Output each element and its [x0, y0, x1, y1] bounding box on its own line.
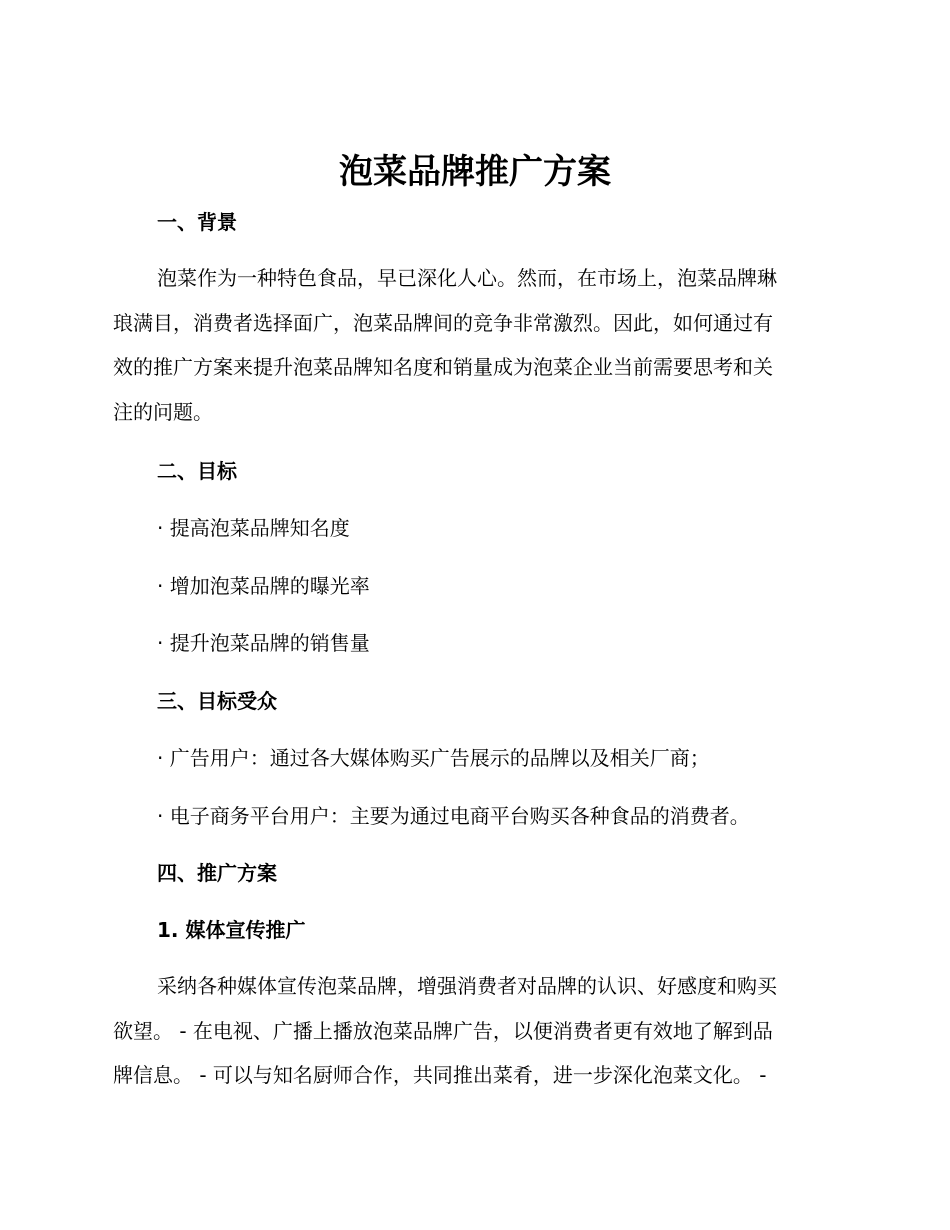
background-paragraph	[113, 256, 843, 434]
paragraph-line: 牌信息。 - 可以与知名厨师合作，共同推出菜肴，进一步深化泡菜文化。 -	[113, 1063, 767, 1088]
document-title: 泡菜品牌推广方案	[339, 152, 611, 192]
media-paragraph	[113, 964, 843, 1098]
section-heading-background: 一、背景	[157, 210, 237, 234]
paragraph-line: 注的问题。	[113, 399, 213, 424]
section-heading-audience: 三、目标受众	[157, 689, 277, 713]
paragraph-line: 琅满目，消费者选择面广，泡菜品牌间的竞争非常激烈。因此，如何通过有	[113, 310, 773, 335]
paragraph-line: 泡菜作为一种特色食品，早已深化人心。然而，在市场上，泡菜品牌琳	[157, 266, 777, 290]
paragraph-line: 采纳各种媒体宣传泡菜品牌，增强消费者对品牌的认识、好感度和购买	[157, 974, 777, 998]
paragraph-line: 欲望。 - 在电视、广播上播放泡菜品牌广告，以便消费者更有效地了解到品	[113, 1018, 773, 1043]
section-heading-goals: 二、目标	[157, 459, 237, 483]
section-heading-plan: 四、推广方案	[157, 861, 277, 885]
paragraph-line: 效的推广方案来提升泡菜品牌知名度和销量成为泡菜企业当前需要思考和关	[113, 355, 773, 380]
audience-item: · 电子商务平台用户：主要为通过电商平台购买各种食品的消费者。	[157, 804, 750, 828]
goal-item: · 提高泡菜品牌知名度	[157, 516, 350, 540]
subsection-heading-media: 1. 媒体宣传推广	[157, 918, 306, 942]
goal-item: · 提升泡菜品牌的销售量	[157, 631, 370, 655]
goal-item: · 增加泡菜品牌的曝光率	[157, 574, 370, 598]
audience-item: · 广告用户：通过各大媒体购买广告展示的品牌以及相关厂商；	[157, 746, 710, 770]
